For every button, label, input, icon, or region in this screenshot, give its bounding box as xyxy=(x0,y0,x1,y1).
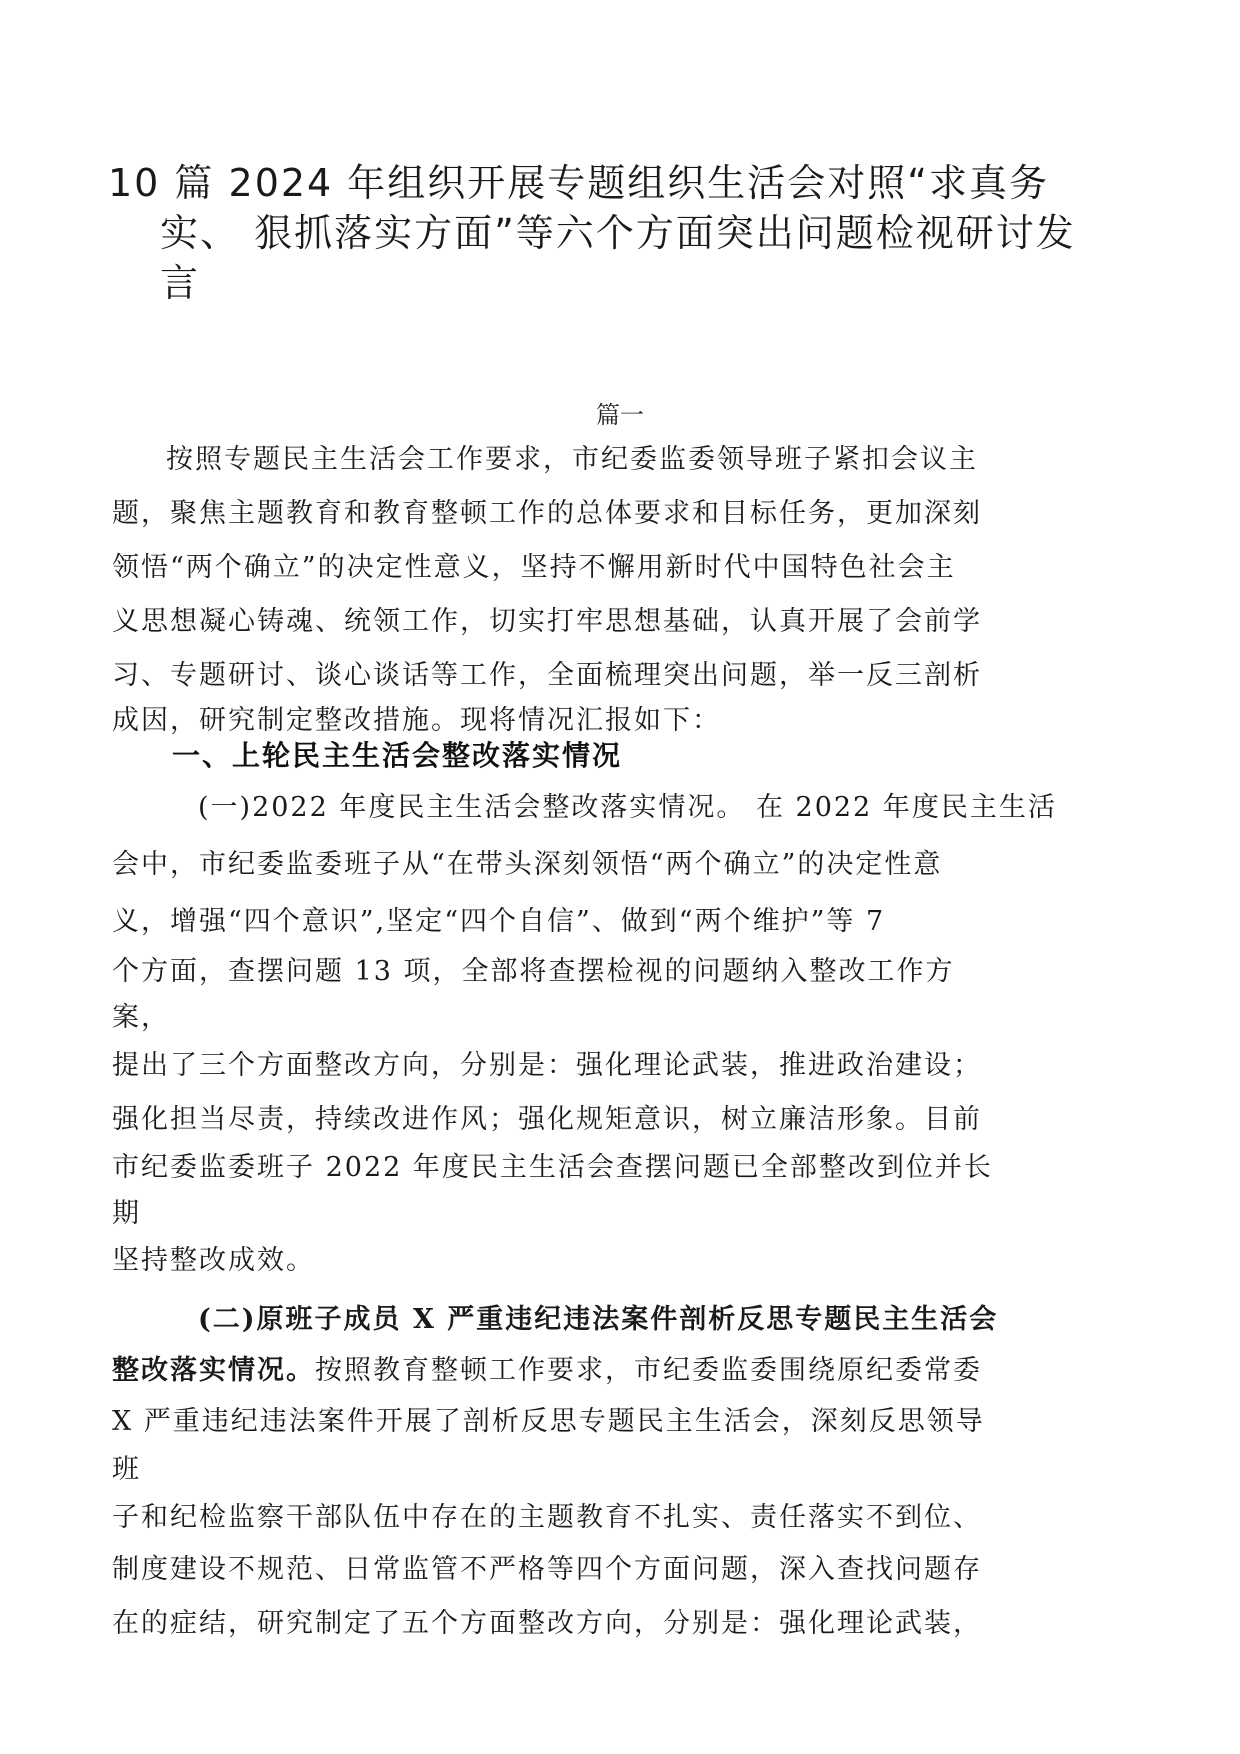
para2-heading: (二)原班子成员 X 严重违纪违法案件剖析反思专题民主生活会 xyxy=(198,1304,999,1335)
para2-line: 子和纪检监察干部队伍中存在的主题教育不扎实、责任落实不到位、 xyxy=(112,1502,982,1533)
para1-line: 强化担当尽责，持续改进作风；强化规矩意识，树立廉洁形象。目前 xyxy=(112,1104,982,1135)
para1-line: 会中，市纪委监委班子从“在带头深刻领悟“两个确立”的决定性意 xyxy=(112,849,943,880)
para1-line: 坚持整改成效。 xyxy=(112,1245,315,1276)
para2-heading-tail: 整改落实情况。 xyxy=(112,1355,315,1386)
para1-line: 期 xyxy=(112,1198,141,1229)
section-heading: 一、上轮民主生活会整改落实情况 xyxy=(172,739,623,772)
intro-line: 题，聚焦主题教育和教育整顿工作的总体要求和目标任务，更加深刻 xyxy=(112,498,982,529)
para2-text: 按照教育整顿工作要求，市纪委监委围绕原纪委常委 xyxy=(315,1355,982,1386)
document-title xyxy=(108,158,1138,308)
para1-line: 提出了三个方面整改方向，分别是：强化理论武装，推进政治建设； xyxy=(112,1050,982,1081)
title-line-3: 言 xyxy=(160,261,201,305)
para1-line: 义，增强“四个意识”,坚定“四个自信”、做到“两个维护”等 7 xyxy=(112,906,886,937)
para2-line: X 严重违纪违法案件开展了剖析反思专题民主生活会，深刻反思领导 xyxy=(112,1406,985,1437)
intro-line: 习、专题研讨、谈心谈话等工作，全面梳理突出问题，举一反三剖析 xyxy=(112,660,982,691)
intro-line: 领悟“两个确立”的决定性意义，坚持不懈用新时代中国特色社会主 xyxy=(112,552,956,583)
title-line-2: 实、 狠抓落实方面”等六个方面突出问题检视研讨发 xyxy=(160,211,1076,255)
intro-line: 义思想凝心铸魂、统领工作，切实打牢思想基础，认真开展了会前学 xyxy=(112,606,982,637)
para1-line: (一)2022 年度民主生活会整改落实情况。 在 2022 年度民主生活 xyxy=(198,792,1057,823)
para2-line: 制度建设不规范、日常监管不严格等四个方面问题，深入查找问题存 xyxy=(112,1554,982,1585)
para2-line: 在的症结，研究制定了五个方面整改方向，分别是：强化理论武装， xyxy=(112,1608,982,1639)
para2-line xyxy=(112,1353,982,1389)
section-label: 篇一 xyxy=(596,401,644,429)
para2-line: 班 xyxy=(112,1454,141,1485)
intro-line: 成因，研究制定整改措施。现将情况汇报如下： xyxy=(112,705,721,736)
title-line-1: 10 篇 2024 年组织开展专题组织生活会对照“求真务 xyxy=(108,161,1049,205)
para1-line: 案， xyxy=(112,1002,170,1033)
intro-line: 按照专题民主生活会工作要求，市纪委监委领导班子紧扣会议主 xyxy=(166,444,978,475)
para1-line: 市纪委监委班子 2022 年度民主生活会查摆问题已全部整改到位并长 xyxy=(112,1152,993,1183)
para1-line: 个方面，查摆问题 13 项，全部将查摆检视的问题纳入整改工作方 xyxy=(112,956,955,987)
